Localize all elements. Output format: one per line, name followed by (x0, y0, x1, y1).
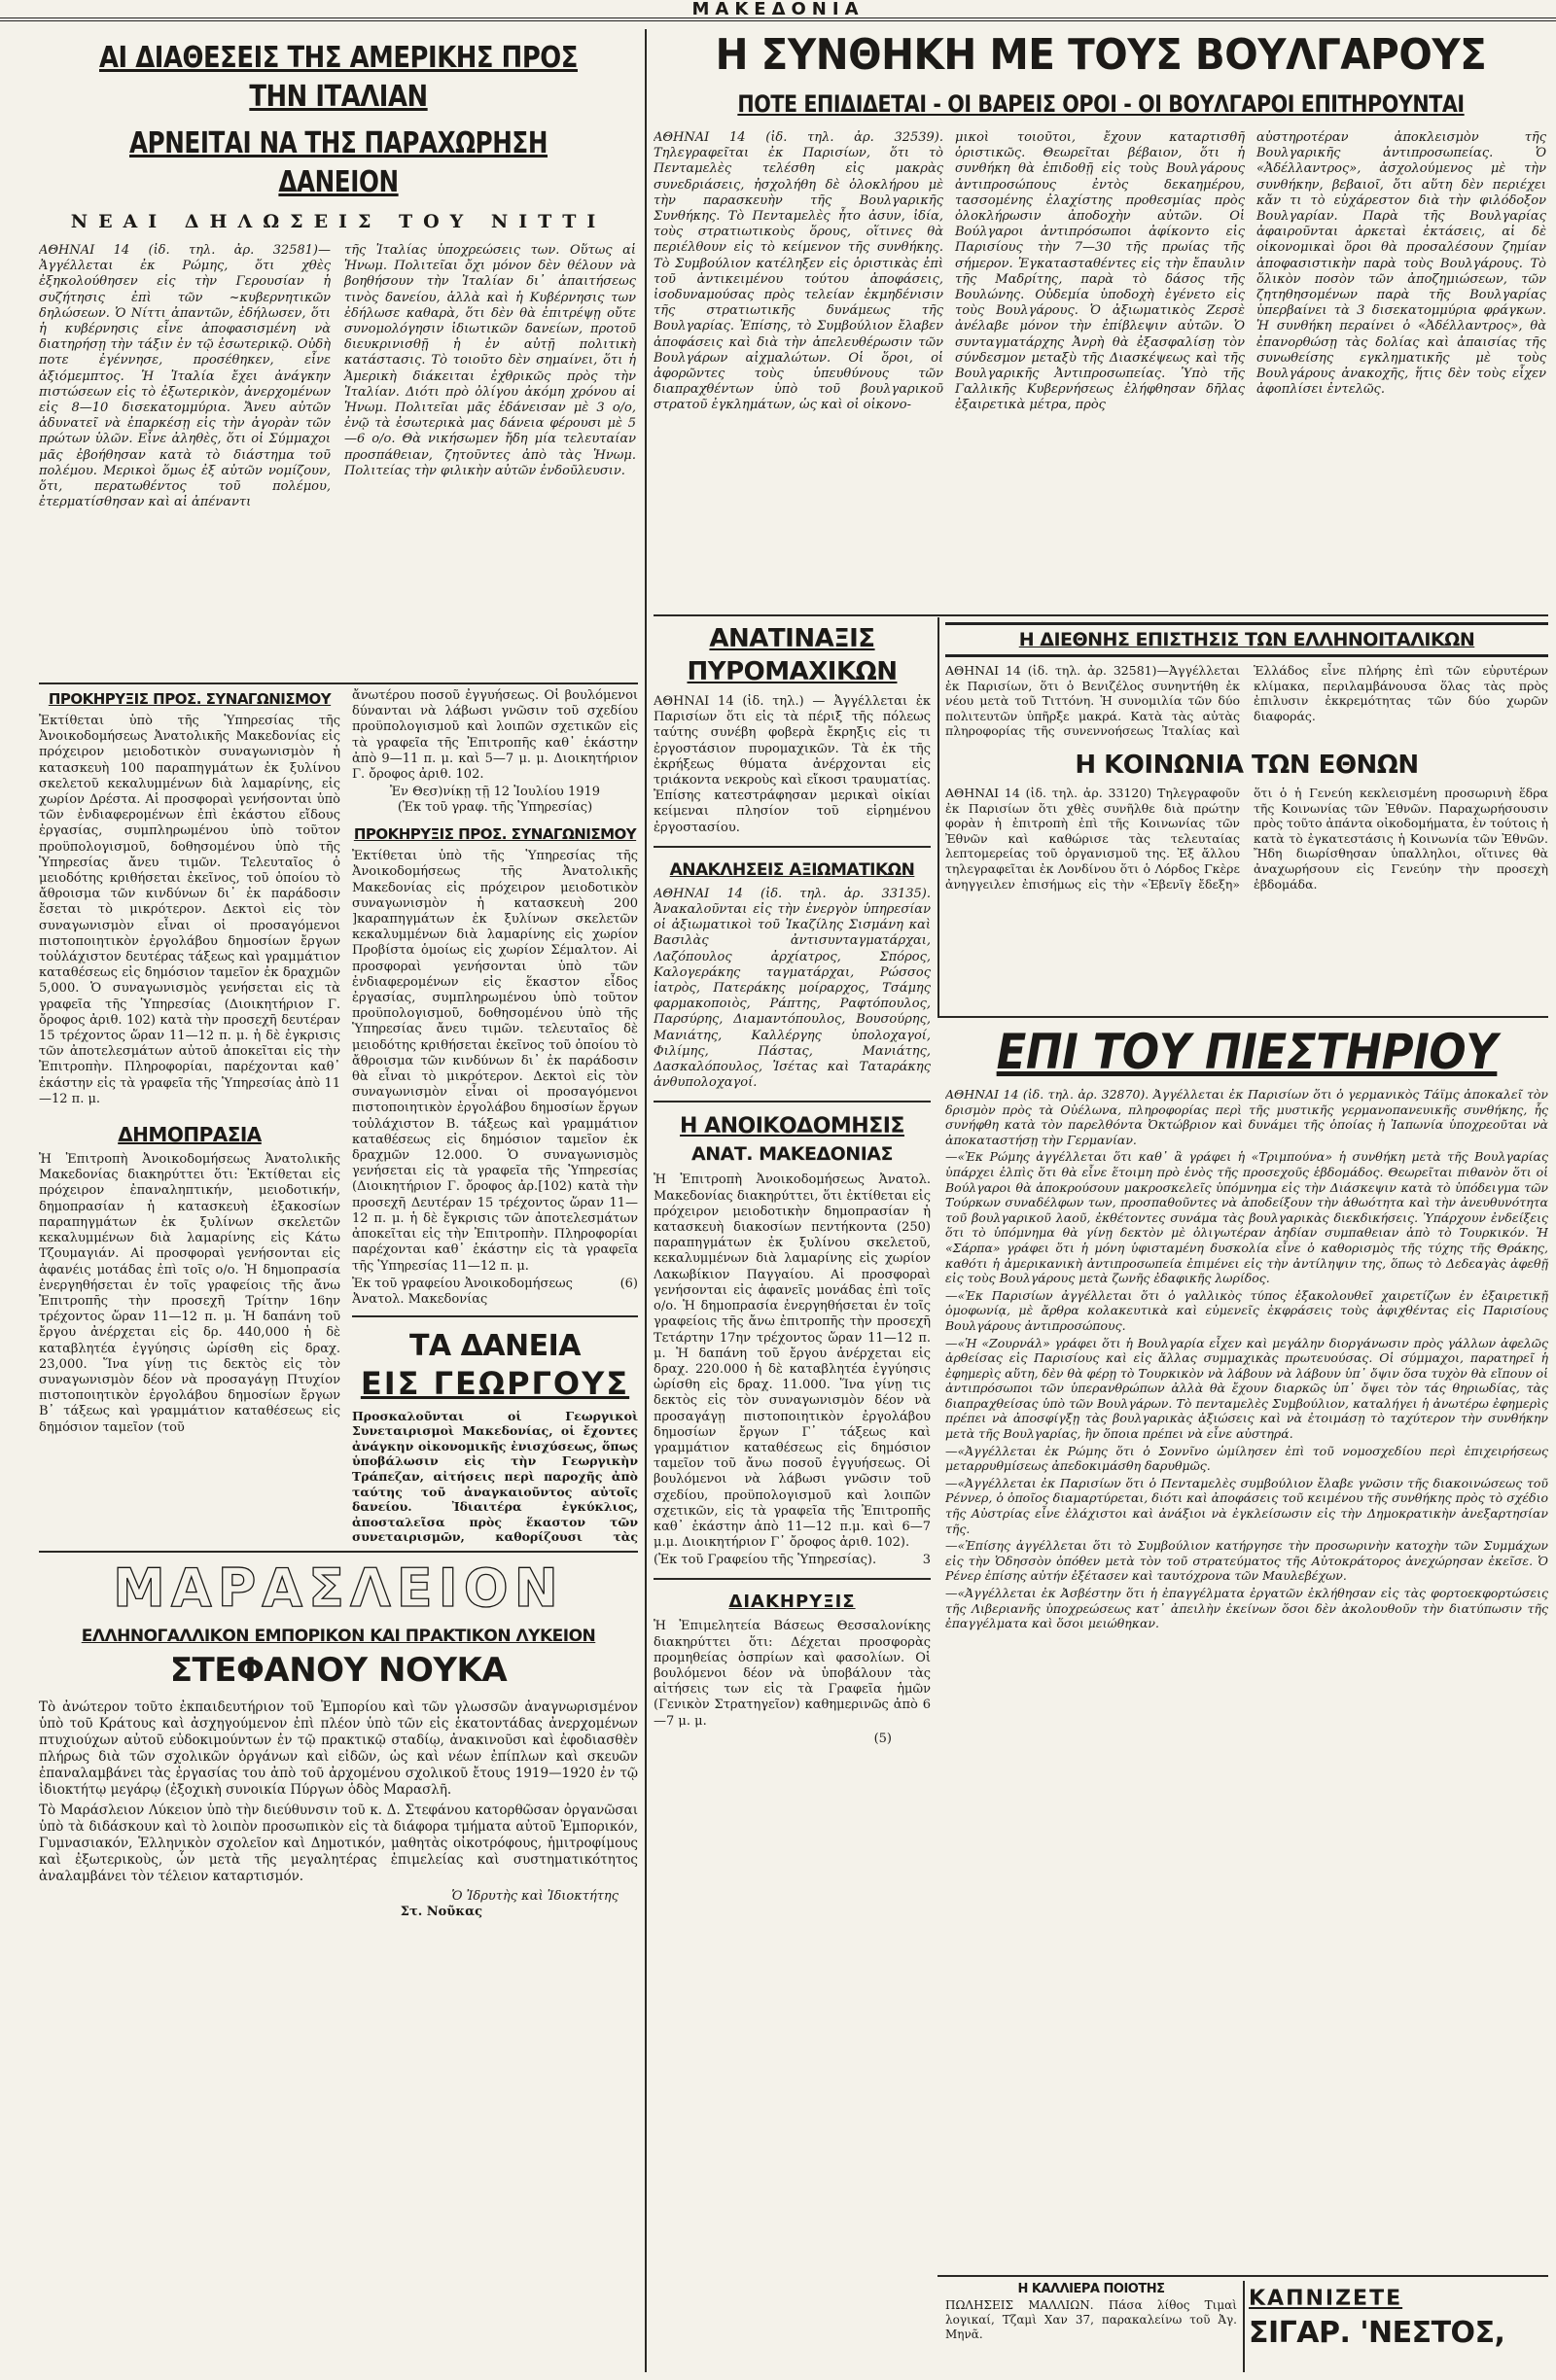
prokirixis2-source: Ἐκ τοῦ γραφείου Ἀνοικοδομήσεως Ἀνατολ. Μακεδονίας (352, 1276, 573, 1307)
anoikodomisis-headline: Η ΑΝΟΙΚΟΔΟΜΗΣΙΣ (680, 1114, 904, 1139)
nestos-ad (1249, 2285, 1548, 2374)
italy-subheadline: ΑΡΝΕΙΤΑΙ ΝΑ ΤΗΣ ΠΑΡΑΧΩΡΗΣΗ ΔΑΝΕΙΟΝ (128, 126, 548, 199)
marasleion-paragraph-2: Τὸ Μαράσλειον Λύκειον ὑπὸ τὴν διεύθυνσιν τοῦ κ. Δ. Στεφάνου κατορθῶσαν ὀργανῶσαι ὑπὸ τὰ διδάσκουν καὶ τὸ λοιπὸν προσωπικὸν εἰς τὰ διάφορα τμήματα αὐτοῦ Ἐμπορικόν, Γυμνασιακόν, Ἑλληνικὸν σχολεῖον καὶ Δημοτικόν, μαθητὰς οἰκοτρόφους, ἡμιτροφίμους καὶ ἐξωτερικοὺς, ὧν μετὰ τῆς μεγαλητέρας ἐπιμελείας καὶ συστηματικότητος ἀναλαμβάνει τὸν τέλειον καταρτισμόν. (39, 1802, 638, 1884)
anoikodomisis-number: 3 (922, 1553, 931, 1568)
mallion-ad (945, 2281, 1237, 2374)
prokirixis2-text: Ἐκτίθεται ὑπὸ τῆς Ὑπηρεσίας τῆς Ἀνοικοδομήσεως τῆς Ἀνατολικῆς Μακεδονίας εἰς πρόχειρον μειοδοτικὸν συναγωνισμὸν ἡ κατασκευὴ 200 ]καραπηγμάτων ἐκ ξυλίνων σκελετῶν κεκαλυμμένων διὰ λαμαρίνης εἰς χωρίον Προβίστα ὁμοίως εἰς χωρίον Σέμαλτον. Αἱ προσφοραὶ γενήσονται ὑπὸ τῶν ἐνδιαφερομένων εἰς ἕκαστον εἶδος ἐργασίας, συμπληρωμένου ὑπὸ τοῦτον προϋπολογισμοῦ, δοθησομένου ὑπὸ τῆς Ὑπηρεσίας ἄνευ τιμῶν. τελευταῖος δὲ μειοδότης κριθήσεται ἐκεῖνος τοῦ ὁποίου τὸ ἄθροισμα τῶν κινδύνων δι᾽ ἐκ παράδοσιν θὰ εἶναι τὸ μικρότερον. Δεκτοὶ εἰς τὸν συναγωνισμὸν εἶναι οἱ προσαγόμενοι πιστοποιητικὸν ἐργολάβου δημοσίων ἔργων τοὐλάχιστον Β. τάξεως καὶ γραμμάτιον καταθέσεως εἰς δημόσιον ταμεῖον ἐκ δραχμῶν 12.000. Ὁ συναγωνισμὸς γενήσεται εἰς τὰ γραφεῖα τῆς Ὑπηρεσίας (Διοικητήριον Γ. ὄροφος ἀρ.[102) κατὰ τὴν προσεχῆ Δευτέραν 15 τρέχοντος ὥραν 11—12 π. μ. ἡ δὲ ἔγκρισις τῶν ἀποτελεσμάτων ἀποκεῖται εἰς τὴν Ἐπιτροπὴν. Πληροφορίαι παρέχονται καθ᾽ ἑκάστην εἰς τὰ γραφεῖα τῆς Ὑπηρεσίας 11—12 π. μ. (352, 849, 638, 1274)
section-rule (39, 682, 638, 684)
koinonia-text: ΑΘΗΝΑΙ 14 (ἰδ. τηλ. ἀρ. 33120) Τηλεγραφοῦν ἐκ Παρισίων ὅτι χθὲς συνῆλθε διὰ πρώτην φορὰν ἡ ἐπιτροπὴ ἐπὶ τῆς Κοινωνίας τῶν Ἐθνῶν καὶ καθώρισε τὰς τελευταίας λεπτομερείας τοῦ ὀργανισμοῦ της. Ἐξ ἄλλου τηλεγραφεῖται ἐκ Λονδίνου ὅτι ὁ Λόρδος Γκὲρε ἀνηγγειλεν ἐπισήμως εἰς τὴν «Ἐβενῖγ ἔδεξη» ὅτι ὁ ἡ Γενεύη κεκλεισμένη προσωρινὴ ἕδρα τῆς Κοινωνίας τῶν Ἐθνῶν. Παραχωρήσουσιν πρὸς τοῦτο ἀπάντα οἰκοδομήματα, ἐν τούτοις ἡ κατὰ τὸ ἐγκατεστάσις ἡ Κοινωνία τῶν Ἐθνῶν. Ἤδη διωρίσθησαν ὑπαλληλοι, οἵτινες θὰ ἀναχωρήσουν εἰς Γενεύην τὴν προσεχὴ ἑβδομάδα. (945, 785, 1548, 892)
diethnis-headline: Η ΔΙΕΘΝΗΣ ΕΠΙΣΤΗΣΙΣ ΤΩΝ ΕΛΛΗΝΟΙΤΑΛΙΚΩΝ (945, 622, 1548, 657)
piestirio-paragraph: —«Ἡ «Ζουρνάλ» γράφει ὅτι ἡ Βουλγαρία εἶχεν καὶ μεγάλην διοργάνωσιν πρὸς γάλλων ἀφελῶς ἀρθείσας εἰς Παρισίους καὶ εἰς ἄλλας συμμαχικὰς πρωτευούσας. Οἱ σύμμαχοι, παρατηρεῖ ἡ ἐφημερὶς αὕτη, δὲν θὰ φέρῃ τὸ Τουρκικὸν νὰ λάβουν νὰ λάβουν ὑπ᾽ ὄψιν ὅσα τυχὸν θὰ εἴπουν οἱ ἀντιπρόσωποι τῶν ὑπερανθρώπων ἀλλὰ θὰ ἔχουν διαρκῶς ὑπ᾽ ὄψει τὸν τάς θηριωδίας, τὰς διαπραχθείσας ὑπὸ τῶν Βουλγάρων. Τὸ πενταμελὲς Συμβούλιον, καταλήγει ἡ ἀνωτέρω ἐφημερὶς πρέπει νὰ ἀποσφίγξῃ τὰς βουλγαρικὰς ἀξιώσεις καὶ νὰ ἐτοιμάσῃ τὸ ταχύτερον τὴν συνθήκην μετὰ τῆς Βουλγαρίας, ἣν ὅποια πρέπει νὰ εἶνε αὐστηρά. (945, 1335, 1548, 1442)
masthead (0, 0, 1556, 21)
diethnis-text: ΑΘΗΝΑΙ 14 (ἰδ. τηλ. ἀρ. 32581)—Ἀγγέλλεται ἐκ Παρισίων, ὅτι ὁ Βενιζέλος συνηντήθη ἐκ νέου μετὰ τοῦ Τιττόνη. Ἡ συνομιλία τῶν δύο πολιτευτῶν ὑπῆρξε μακρά. Κατὰ τὰς αὐτὰς πληροφορίας τῆς συνεννοήσεως Ἰταλίας καὶ Ἑλλάδος εἶνε πλήρης ἐπὶ τῶν εὐρυτέρων κλίμακα, περιλαμβάνουσα ὅλας τὰς πρὸς ἐπιλυσιν ἐκκρεμότητας τῶν δύο χωρῶν διαφοράς. (945, 663, 1548, 739)
piestirio-paragraph: —«Ἀγγέλλεται ἐκ Ἀσβέστην ὅτι ἡ ἐπαγγέλματα ἐργατῶν ἐκλήθησαν εἰς τὰς φορτοεκφορτώσεις τῆς Λιβεριανῆς ὑποχρεώσεως κατ᾽ ἀπειλὴν ἐκείνων ὅσοι δὲν ἀκολουθοῦν τὴν διατύπωσιν τῆς ἐπαγγέλματα καὶ ὅσοι μειώθηκαν. (945, 1586, 1548, 1631)
diakiryxis-headline: ΔΙΑΚΗΡΥΞΙΣ (728, 1592, 856, 1613)
italy-article (39, 39, 638, 676)
section-rule (937, 2275, 1548, 2277)
anatinaxis-text: ΑΘΗΝΑΙ 14 (ἰδ. τηλ.) — Ἀγγέλλεται ἐκ Παρισίων ὅτι εἰς τὰ πέριξ τῆς πόλεως ταύτης συνέβη φοβερὰ ἔκρηξις εἰς τι ἐργοστάσιον πυρομαχικῶν. Τὰ ἐκ τῆς ἐκρήξεως θύματα ἀνέρχονται εἰς τριάκοντα νεκροὺς καὶ εἴκοσι τραυματίας. Ἐπίσης κατεστράφησαν μερικαὶ οἰκίαι κείμεναι πλησίον τοῦ εἰρημένου ἐργοστασίου. (654, 694, 931, 835)
anoikodomisis-text: Ἡ Ἐπιτροπὴ Ἀνοικοδομήσεως Ἀνατολ. Μακεδονίας διακηρύττει, ὅτι ἐκτίθεται εἰς πρόχειρον μειοδοτικὴν δημοπρασίαν ἡ κατασκευὴ διακοσίων πεντήκοντα (250) παραπηγμάτων ἐκ ξυλίνου σκελετοῦ, κεκαλυμμένων διὰ λαμαρίνης εἰς χωρίον Λακωβίκιον Παγγαίου. Αἱ προσφοραὶ γενήσονται εἰς ἀφανεῖς μονάδας ἐπὶ τοῖς ο/ο. Ἡ δημοπρασία ἐνεργηθήσεται ἐν τοῖς γραφείοις τῆς ἄνω ἐπιτροπῆς τὴν προσεχῆ Τετάρτην 17ην τρέχοντος ὥραν 11—12 π. μ. Ἡ δαπάνη τοῦ ἔργου ἀνέρχεται εἰς δραχ. 220.000 ἡ δὲ καταβλητέα ἐγγύησις ὡρίσθη εἰς δραχ. 11.000. Ἵνα γίνῃ τις δεκτὸς εἰς τὸν συναγωνισμὸν δέον νὰ προσαγάγῃ πιστοποιητικὸν ἐργολάβου δημοσίων ἔργων Γ᾽ τάξεως καὶ γραμμάτιον καταθέσεως εἰς δημόσιον ταμεῖον τοῦ ἄνω ποσοῦ ἐγγυήσεως. Οἱ βουλόμενοι νὰ λάβωσι γνῶσιν τοῦ σχεδίου, προϋπολογισμοῦ καὶ λοιπῶν σχετικῶν, εἰς τὰ γραφεῖα τῆς Ἐπιτροπῆς καθ᾽ ἑκάστην ἀπὸ 11—12 π.μ. καὶ 6—7 μ.μ. Διοικητήριον Γ᾽ ὄροφος ἀριθ. 102). (654, 1172, 931, 1551)
prokirixis-continuation: ἄνωτέρου ποσοῦ ἐγγυήσεως. Οἱ βουλόμενοι δύνανται νὰ λάβωσι γνῶσιν τοῦ σχεδίου προϋπολογισμοῦ καὶ λοιπῶν σχετικῶν εἰς τὰ γραφεῖα τῆς Ἐπιτροπῆς καθ᾽ ἑκάστην ἀπὸ 9—11 π. μ. καὶ 5—7 μ. μ. Διοικητήριον Γ. ὄροφος ἀριθ. 102. (352, 688, 638, 783)
piestirio-paragraph: ΑΘΗΝΑΙ 14 (ἰδ. τηλ. ἀρ. 32870). Ἀγγέλλεται ἐκ Παρισίων ὅτι ὁ γερμανικὸς Τάϊμς ἀποκαλεῖ τὸν δρισμὸν πρὸς τὰ Οὐέλωνα, πληροφορίας περὶ τῆς μυστικῆς γερμανοπανευικῆς συνθήκης, ἧς συνήφθη κατὰ τὸν παρελθόντα Ὀκτώβριον καὶ δυνάμει τῆς ὁποίας ἡ Ἰαπωνία ὑποχρεοῦται νὰ ἀποκαταστήσῃ τὴν Γερμανίαν. (945, 1087, 1548, 1147)
piestirio-body (945, 1087, 1548, 1631)
section-rule (937, 1016, 1548, 1018)
anakliseis-headline: ΑΝΑΚΛΗΣΕΙΣ ΑΞΙΩΜΑΤΙΚΩΝ (669, 859, 915, 880)
anoikodomisis-source: (Ἐκ τοῦ Γραφείου τῆς Ὑπηρεσίας). (654, 1553, 877, 1568)
left-column-b (352, 688, 638, 1544)
marasleion-paragraph-1: Τὸ ἀνώτερον τοῦτο ἐκπαιδευτήριον τοῦ Ἐμπορίου καὶ τῶν γλωσσῶν ἀναγνωρισμένον ὑπὸ τοῦ Κράτους καὶ ἀσχηγούμενον ἐπὶ πλέον ὑπὸ τῶν εἰς ἑκατοντάδας ἀνερχομένων πτυχιούχων αὐτοῦ εὐδοκιμούντων ἐν τῷ πρακτικῷ σταδίῳ, ἀνακινοῦσι καὶ ἐφοδιασθὲν πλήρως διὰ τῶν σχολικῶν ὀργάνων καὶ εἰδῶν, ὡς καὶ νέων ἐπίπλων καὶ σκευῶν ἐπαναλαμβάνει τὰς ἐργασίας του ἀπὸ τοῦ ἀρχομένου σχολικοῦ ἔτους 1919—1920 ἐν τῷ ἰδιοκτήτῳ μεγάρῳ (ἐξοχικὴ συνοικία Πύργων ὁδὸς Μαρασλῆ. (39, 1699, 638, 1798)
marasleion-name: ΣΤΕΦΑΝΟΥ ΝΟΥΚΑ (169, 1651, 508, 1690)
bulgar-article (654, 29, 1548, 612)
anatinaxis-headline: ΑΝΑΤΙΝΑΞΙΣ ΠΥΡΟΜΑΧΙΚΩΝ (687, 624, 898, 686)
mallion-headline: Η ΚΑΛΛΙΕΡΑ ΠΟΙΟΤΗΣ (1017, 2282, 1165, 2296)
middle-column (654, 622, 931, 2372)
dimoprasia-text: Ἡ Ἐπιτροπὴ Ἀνοικοδομήσεως Ἀνατολικῆς Μακεδονίας διακηρύττει ὅτι: Ἐκτίθεται εἰς πρόχειρον ἐπαναληπτικήν, μειοδοτικήν, δημοπρασίαν ἡ κατασκευὴ ἑξακοσίων παραπηγμάτων ἐκ ξυλίνων σκελετῶν κεκαλυμμένων διὰ λαμαρίνης εἰς Κάτω Τζουμαγιάν. Αἱ προσφοραὶ γενήσονται εἰς ἀφανέις μοτάδας ἐπὶ τοῖς ο/ο. Ἡ δημοπρασία ἐνεργηθήσεται ἐν τοῖς γραφείοις τῆς ἄνω Ἐπιτροπῆς τὴν προσεχῆ Τρίτην 16ην τρέχοντος ὥραν 11—12 π. μ. Ἡ δαπάνη τοῦ ἔργου ἀνέρχεται εἰς δρ. 440,000 ἡ δὲ καταβλητέα ἐγγύησις ὡρίσθη εἰς δραχ. 23,000. Ἵνα γίνῃ τις δεκτὸς εἰς τὸν συναγωνισμὸν δέον νὰ προσαγάγῃ Πτυχίον πιστοποιητικὸν ἐργολάβου δημοσίων ἔργων Β᾽ τάξεως καὶ γραμμάτιον καταθέσεως εἰς δημόσιον ταμεῖον (τοῦ (39, 1152, 340, 1435)
prokirixis-text: Ἐκτίθεται ὑπὸ τῆς Ὑπηρεσίας τῆς Ἀνοικοδομήσεως Ἀνατολικῆς Μακεδονίας εἰς πρόχειρον μειοδοτικὸν συναγωνισμὸν ἡ κατασκευὴ 100 παραπηγμάτων ἐκ ξυλίνου σκελετοῦ κεκαλυμμένων διὰ λαμαρίνης, εἰς χωρίον Δρέστα. Αἱ προσφοραὶ γενήσονται ὑπὸ τῶν ἐνδιαφερομένων ἐπὶ ἑκάστου εἴδους ἐργασίας, συμπληρωμένου ὑπὸ τοῦτον προϋπολογισμοῦ, δοθησομένου ὑπὸ τῆς Ὑπηρεσίας ἄνευ τιμῶν. Τελευταῖος ὁ μειοδότης κριθήσεται ἐκεῖνος, τοῦ ὁποίου τὸ ἄθροισμα τῶν κινδύνων δι᾽ ἐκ παράδοσιν ἔσεται τὸ μικρότερον. Δεκτοὶ εἰς τὸν συναγωνισμὸν εἶναι οἱ προσαγόμενοι πιστοποιητικὸν ἐργολάβου δημοσίων ἔργων τοὐλάχιστον δευτέρας τάξεως καὶ γραμμάτιον καταθέσεως εἰς δημόσιον ταμεῖον ἐκ δραχμῶν 5,000. Ὁ συναγωνισμὸς γενήσεται εἰς τὰ γραφεῖα τῆς Ὑπηρεσίας (Διοικητήριον Γ. ὄροφος ἀριθ. 102) κατὰ τὴν προσεχῆ δευτέραν 15 τρέχοντος ὥραν 11—12 π. μ. ἡ δὲ ἐγκρισις τῶν ἀποτελεσμάτων αὐτοῦ ἀποκεῖται εἰς τὴν Ἐπιτροπὴν. Πληροφορίαι, παρέχονται καθ᾽ ἑκάστην εἰς τὰ γραφεῖα τῆς Ὑπηρεσίας ἀπὸ 11—12 π. μ. (39, 714, 340, 1106)
diakiryxis-text: Ἡ Ἐπιμελητεία Βάσεως Θεσσαλονίκης διακηρύττει ὅτι: Δέχεται προσφορὰς προμηθείας ὀσπρίων καὶ φασολίων. Οἱ βουλόμενοι δέον νὰ ὑποβάλουν τὰς αἰτήσεις των εἰς τὰ Γραφεῖα ἡμῶν (Γενικὸν Στρατηγεῖον) καθημερινῶς ἀπὸ 6—7 μ. μ. (654, 1619, 931, 1729)
piestirio-paragraph: —«Ἀγγέλλεται ἐκ Ρώμης ὅτι ὁ Σοννῖνο ὡμίλησεν ἐπὶ τοῦ νομοσχεδίου περὶ ἐπιχειρήσεως μεταρρυθμίσεως ἀπεδοκιμάσθη δαρυθμῶς. (945, 1443, 1548, 1474)
daneia-subheadline: ΕΙΣ ΓΕΩΡΓΟΥΣ (360, 1364, 630, 1402)
section-rule (654, 614, 1548, 616)
bulgar-text-col1: ΑΘΗΝΑΙ 14 (ἰδ. τηλ. ἀρ. 32539). Τηλεγραφεῖται ἐκ Παρισίων, ὅτι τὸ Πενταμελὲς τελέσθη εἰς μακρὰς συνεδριάσεις, ἠσχολήθη δὲ ὁλοκλήρου μὲ τὴν παρασκευὴν τῆς Βουλγαρικῆς Συνθήκης. Τὸ Πενταμελὲς ἦτο ἀσυν, ἰδία, τοὺς στρατιωτικοὺς ὅρους, οἵτινες θὰ περιέλθουν εἰς τὸ κείμενον τῆς συνθήκης. Τὸ Συμβούλιον κατέληξεν εἰς ὁριστικὰς ἐπὶ τοῦ ἀντικειμένου τούτου ἀποφάσεις, ἰσοδυναμούσας πρὸς τελείαν ἐκμηδένισιν τῆς στρατιωτικῆς δυνάμεως τῆς Βουλγαρίας. Ἐπίσης, τὸ Συμβούλιον ἔλαβεν ἀποφάσεις καὶ διὰ τὴν ἀπελευθέρωσιν τῶν Βουλγάρων αἰχμαλώτων. Οἱ ὅροι, οἱ ἀφορῶντες τοὺς ὑπευθύνους τῶν διαπραχθέντων ὑπὸ τοῦ βουλγαρικοῦ στρατοῦ ἐγκλημάτων, ὡς καὶ οἱ οἰκονο- (654, 130, 943, 413)
anoikodomisis-subheadline: ΑΝΑΤ. ΜΑΚΕΔΟΝΙΑΣ (691, 1143, 893, 1166)
anakliseis-text: ΑΘΗΝΑΙ 14 (ἰδ. τηλ. ἀρ. 33135). Ἀνακαλοῦνται εἰς τὴν ἐνεργὸν ὑπηρεσίαν οἱ ἀξιωματικοὶ τοῦ Ἰκαζίλης Σισμάνη καὶ Βασιλὰς ἀντισυνταγματάρχαι, Λαζόπουλος ἀρχίατρος, Σπόρος, Καλογεράκης ταγματάρχαι, Ρώσσος ἰατρὸς, Πατεράκης μοίραρχος, Τσάμης φαρμακοποιὸς, Ράπτης, Ραφτόπουλος, Παρσύρης, Διαμαντόπουλος, Βουσούρης, Μανιάτης, Καλλέργης ὑπολοχαγοί, Φιλίμης, Πάστας, Μανιάτης, Δασκαλόπουλος, Ἰσέτας καὶ Ταταράκης ἀνθυπολοχαγοί. (654, 886, 931, 1091)
mallion-text: ΠΩΛΗΣΕΙΣ ΜΑΛΛΙΩΝ. Πάσα λίθος Τιμαὶ λογικαί, Τζαμὶ Χαν 37, παρακαλείνω τοῦ Ἀγ. Μηνᾶ. (945, 2298, 1237, 2341)
bulgar-text-col2: μικοὶ τοιοῦτοι, ἔχουν καταρτισθῆ ὁριστικῶς. Θεωρεῖται βέβαιον, ὅτι ἡ συνθήκη θὰ ἐπιδοθῇ εἰς τοὺς Βουλγάρους ἀντιπροσώπους ἐντὸς δεκαημέρου, τασσομένης ἐλαχίστης προθεσμίας πρὸς ὁλοκλήρωσιν ἀποδοχὴν αὐτῶν. Οἱ Βούλγαροι ἀντιπρόσωποι ἀφίκοντο εἰς Παρισίους τὴν 7—30 τῆς πρωίας τῆς σήμερον. Ἐγκατασταθέντες εἰς τὴν ἔπαυλιν τῆς Μαδρίτης, παρὰ τὸ δάσος τῆς Βουλώνης. Οὐδεμία ὑποδοχὴ ἐγένετο εἰς τοὺς Βουλγάρους. Ὁ ἀξιωματικὸς Ζερσὲ ἀνέλαβε μόνον τὴν ἐπίβλεψιν αὐτῶν. Ὁ συνταγματάρχης Ἀνρὴ θὰ ἐξασφαλίσῃ τὸν σύνδεσμον μεταξὺ τῆς Διασκέψεως καὶ τῆς Βουλγαρικῆς Ἀντιπροσωπείας. Ὑπὸ τῆς Γαλλικῆς Κυβερνήσεως ἐλήφθησαν δῆλας ἐξαιρετικὰ μέτρα, πρὸς (955, 130, 1245, 413)
bulgar-headline: Η ΣΥΝΘΗΚΗ ΜΕ ΤΟΥΣ ΒΟΥΛΓΑΡΟΥΣ (715, 30, 1487, 80)
nestos-line-1: ΚΑΠΝΙΖΕΤΕ (1249, 2287, 1403, 2311)
marasleion-subheadline: ΕΛΛΗΝΟΓΑΛΛΙΚΟΝ ΕΜΠΟΡΙΚΟΝ ΚΑΙ ΠΡΑΚΤΙΚΟΝ ΛΥΚΕΙΟΝ (81, 1627, 596, 1646)
italy-headline: ΑΙ ΔΙΑΘΕΣΕΙΣ ΤΗΣ ΑΜΕΡΙΚΗΣ ΠΡΟΣ ΤΗΝ ΙΤΑΛΙΑΝ (98, 41, 579, 114)
piestirio-article (945, 1023, 1548, 2267)
marasleion-ad (39, 1558, 638, 2374)
bulgar-subheadline: ΠΟΤΕ ΕΠΙΔΙΔΕΤΑΙ - ΟΙ ΒΑΡΕΙΣ ΟΡΟΙ - ΟΙ ΒΟΥΛΓΑΡΟΙ ΕΠΙΤΗΡΟΥΝΤΑΙ (737, 90, 1465, 118)
daneia-text: Προσκαλοῦνται οἱ Γεωργικοὶ Συνεταιρισμοὶ Μακεδονίας, οἱ ἔχοντες ἀνάγκην οἰκονομικῆς ἐνισχύσεως, ὅπως ὑποβάλωσιν εἰς τὴν Γεωργικὴν Τράπεζαν, αἰτήσεις περὶ παροχῆς ἀπὸ ταύτης τοῦ ἀναγκαιοῦντος αὐτοῖς δανείου. Ἰδιαιτέρα ἐγκύκλιος, ἀποσταλεῖσα πρὸς ἕκαστον τῶν συνεταιρισμῶν, καθορίζουσι τὰς (352, 1408, 638, 1544)
bulgar-text-col3: αὐστηροτέραν ἀποκλεισμὸν τῆς Βουλγαρικῆς ἀντιπροσωπείας. Ὁ «Ἀδέλλαντρος», ἀσχολούμενος μὲ τὴν συνθήκην, βεβαιοῖ, ὅτι αὕτη δὲν περιέχει κἄν τι τὸ εὐχάρεστον διὰ τὴν φιλόδοξον Βουλγαρίαν. Παρὰ τῆς Βουλγαρίας ἀφαιροῦνται ἀρκεταὶ ἐκτάσεις, αἱ δὲ οἰκονομικαὶ ὅροι θὰ προσαλέσουν ζημίαν ἀποφασιστικὴν παρὰ τοὺς Βουλγάρους. Τὸ ὅλικὸν ποσὸν τῶν ἀποζημιώσεων, τῶν ζητηθησομένων παρὰ τῆς Βουλγαρίας ὑπερβαίνει τὰ 3 δισεκατομμύρια φράγκων. Ἡ συνθήκη περαίνει ὁ «Ἀδέλλαντρος», θὰ ἐπανορθώσῃ τὰς δολίας καὶ ἀπαισίας τῆς συνωθείσης εγκληματικῆς μὲ τοὺς Βουλγάρους ἀνακοχῆς, ἥτις δὲν τοὺς εἶχεν ἀφοπλίσει ἐντελῶς. (1256, 130, 1546, 398)
column-rule (1243, 2281, 1245, 2372)
piestirio-headline: ΕΠΙ ΤΟΥ ΠΙΕΣΤΗΡΙΟΥ (996, 1024, 1498, 1080)
prokirixis2-number: (6) (619, 1276, 638, 1291)
diakiryxis-number: (5) (873, 1731, 892, 1746)
nestos-line-2: ΣΙΓΑΡ. 'ΝΕΣΤΟΣ, (1249, 2316, 1505, 2350)
piestirio-paragraph: —«Ἐκ Παρισίων ἀγγέλλεται ὅτι ὁ γαλλικὸς τύπος ἐξακολουθεῖ χαιρετίζων ἐν ἐξαιρετικῇ ὁμοφωνίᾳ, μὲ ἄρθρα κολακευτικὰ καὶ εὐμενεῖς ἐκφράσεις τοὺς ἀφιχθέντας εἰς Παρισίους Βουλγάρους ἀντιπροσώπους. (945, 1287, 1548, 1333)
marasleion-signature-title: Ὁ Ἰδρυτὴς καὶ Ἰδιοκτήτης (451, 1889, 619, 1904)
italy-subheadline-2: ΝΕΑΙ ΔΗΛΩΣΕΙΣ ΤΟΥ ΝΙΤΤΙ (70, 211, 607, 232)
prokirixis2-headline: ΠΡΟΚΗΡΥΞΙΣ ΠΡΟΣ. ΣΥΝΑΓΩΝΙΣΜΟΥ (353, 825, 637, 844)
piestirio-paragraph: —«Ἐκ Ρώμης ἀγγέλλεται ὅτι καθ᾽ ἃ γράφει ἡ «Τριμπούνα» ἡ συνθήκη μετὰ τῆς Βουλγαρίας ὑπάρχει ἐλπὶς ὅτι θὰ εἶνε ἕτοιμη πρὸ ἑνὸς τῆς προσεχοῦς ἑβδομάδος. Θεωρεῖται πιθανὸν ὅτι οἱ Βούλγαροι θὰ ἀποκρούσουν μακροσκελεῖς ὑπόμνημα εἰς τὴν Διάσκεψιν κατὰ τὸ ὑπόδειγμα τῶν Τούρκων συναδέλφων των, προσπαθοῦντες νὰ ἀποδείξουν τὴν ἀθωότητα καὶ τὴν ἀνευθυνότητα τοῦ βουλγαρικοῦ λαοῦ, ἐκθέτοντες συνάμα τὰς βουλγαρικὰς διεκδικήσεις. Ὑπάρχουν ἐνδείξεις ὅτι τὸ ὑπόμνημα θὰ γίνῃ δεκτὸν μὲ ὀλιγωτέραν ἀηδίαν συμπαθειαν ἀπὸ τὸ Τουρκικόν. Ἡ «Σάρπα» γράφει ὅτι ἡ μόνη ὑφισταμένη δυσκολία εἶνε ὁ καθορισμὸς τῆς τύχης τῆς Θράκης, καθότι ἡ ἀμερικανικὴ ἀντιπροσωπεία ἐπιμένει εἰς τὴν ἀντίληψιν της, ὅπως τὸ Δεδεαγὰς ἀφεθῇ εἰς τοὺς Βουλγάρους μετὰ ζωνῆς ἐδαφικῆς λωρίδος. (945, 1149, 1548, 1286)
marasleion-headline: ΜΑΡΑΣΛΕΙΟΝ (113, 1558, 564, 1619)
piestirio-paragraph: —«Ἐπίσης ἀγγέλλεται ὅτι τὸ Συμβούλιον κατήργησε τὴν προσωρινὴν κατοχὴν τῶν Συμμάχων εἰς τὴν Ὁδησσὸν ὁπόθεν μετὰ τὸν τοῦ στρατεύματος τῆς Αὐτοκράτορος ἀνεχώρησαν ἐκεῖσε. Ὁ Ρένερ ἐπίσης αὐτήν ἐξέτασεν καὶ ταυτόχρονα τῶν Μαυλεβέχων. (945, 1538, 1548, 1584)
section-rule (39, 1551, 638, 1553)
masthead-title: ΜΑΚΕΔΟΝΙΑ (691, 0, 865, 19)
column-rule (645, 29, 647, 2372)
piestirio-paragraph: —«Ἀγγέλλεται ἐκ Παρισίων ὅτι ὁ Πενταμελὲς συμβούλιον ἔλαβε γνῶσιν τῆς διακοινώσεως τοῦ Ρέννερ, ὁ ὁποῖος διαμαρτύρεται, διότι καὶ ἀποφάσεις τοῦ κειμένου τῆς συνθήκης πρὸς τὸ σχέδιο τῆς Αὐστρίας εἶνε ἐλάχιστοι καὶ ἀνάξιοι νὰ ἐγκλείσωσιν εἰς τὴν Δημοκρατικὴν ἀνεξαρτησίαν τῆς. (945, 1475, 1548, 1536)
italy-text-col1: ΑΘΗΝΑΙ 14 (ἰδ. τηλ. ἀρ. 32581)—Ἀγγέλλεται ἐκ Ρώμης, ὅτι χθὲς ἐξηκολούθησεν εἰς τὴν Γερουσίαν ἡ συζήτησις ἐπὶ τῶν ~κυβερνητικῶν δηλώσεων. Ὁ Νίττι ἀπαντῶν, ἐδήλωσεν, ὅτι ἡ κυβέρνησις εἶνε ἀποφασισμένη νὰ διατηρήσῃ τὴν τάξιν ἐν τῷ ἐσωτερικῷ. Οὐδὴ ποτε ἐγέννησε, προσέθηκεν, εἶνε ἀξιόμεμπτος. Ἡ Ἰταλία ἔχει ἀνάγκην πιστώσεων εἰς τὸ ἐξωτερικὸν, ἀνερχομένων εἰς 8—10 δισεκατομμύρια. Ἄνευ αὐτῶν ἀδυνατεῖ νὰ ἐπαρκέσῃ εἰς τὴν ἀγορὰν τῶν πρώτων ὑλῶν. Εἶνε ἀληθὲς, ὅτι οἱ Σύμμαχοι μᾶς ἐβοήθησαν κατὰ τὸ διάστημα τοῦ πολέμου. Μερικοὶ ὅμως ἐξ αὐτῶν νομίζουν, ὅτι, περατωθέντος τοῦ πολέμου, ἐτερματίσθησαν καὶ αἱ ἀπέναντι (39, 243, 331, 510)
prokirixis-source: (Ἐκ τοῦ γραφ. τῆς Ὑπηρεσίας) (397, 800, 593, 816)
koinonia-headline: Η ΚΟΙΝΩΝΙΑ ΤΩΝ ΕΘΝΩΝ (1075, 750, 1419, 780)
marasleion-signature-name: Στ. Νοῦκας (400, 1905, 482, 1919)
daneia-headline: ΤΑ ΔΑΝΕΙΑ (408, 1328, 582, 1363)
italy-text-col2: τῆς Ἰταλίας ὑποχρεώσεις των. Οὕτως αἱ Ἡνωμ. Πολιτεῖαι ὄχι μόνον δὲν θέλουν νὰ βοηθήσουν τὴν Ἰταλίαν δι᾽ ἀπαιτήσεως τινὸς δανείου, ἀλλὰ καὶ ἡ Κυβέρνησις των ἐδήλωσε καθαρὰ, ὅτι δὲν θὰ ἐπιτρέψῃ οὔτε συνομολόγησιν ἰδιωτικῶν δανείων, προτοῦ διευκρινισθῇ ἡ ἐν αὐτῇ πολιτικὴ κατάστασις. Τὸ τοιοῦτο δὲν σημαίνει, ὅτι ἡ Ἀμερικὴ διάκειται ἐχθρικῶς πρὸς τὴν Ἰταλίαν. Διότι πρὸ ὀλίγου ἀκόμη χρόνου αἱ Ἡνωμ. Πολιτεῖαι μᾶς ἐδάνεισαν μὲ 3 ο/ο, ἐνῷ τὰ ἐσωτερικὰ μας δάνεια φέρουσι μὲ 5—6 ο/ο. Θὰ νικήσωμεν ἤδη μία τελευταίαν προσπάθειαν, ζητοῦντες ἀπὸ τὰς Ἡνωμ. Πολιτείας τὴν φιλικὴν αὐτῶν ἐνδοῦλευσιν. (344, 243, 636, 478)
prokirixis-date: Ἐν Θεσ)νίκῃ τῇ 12 Ἰουλίου 1919 (389, 785, 601, 800)
right-upper-block (945, 622, 1548, 1011)
prokirixis-headline: ΠΡΟΚΗΡΥΞΙΣ ΠΡΟΣ. ΣΥΝΑΓΩΝΙΣΜΟΥ (48, 690, 332, 708)
column-rule (937, 617, 939, 1016)
dimoprasia-headline: ΔΗΜΟΠΡΑΣΙΑ (118, 1123, 262, 1147)
